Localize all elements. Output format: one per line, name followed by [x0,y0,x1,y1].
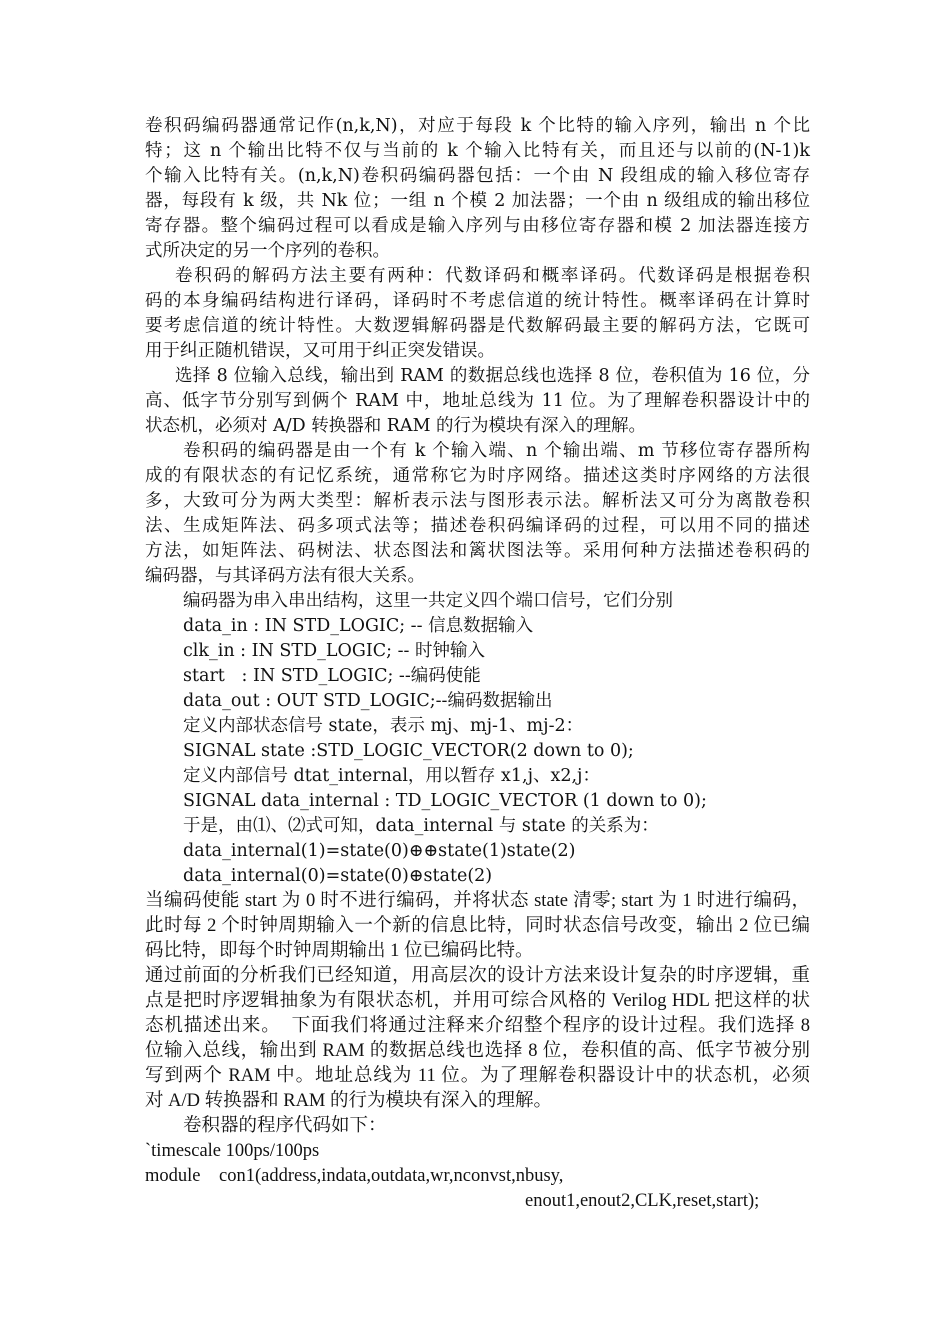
code-line: data_internal(1)=state(0)⊕⊕state(1)state(2) [183,841,576,861]
paragraph-line: 选择 8 位输入总线，输出到 RAM 的数据总线也选择 8 位，卷积值为 16 位，分 [175,366,810,386]
paragraph-line: 卷积码编码器通常记作(n,k,N)，对应于每段 k 个比特的输入序列，输出 n 个比 [145,116,810,136]
paragraph-line: 通过前面的分析我们已经知道，用高层次的设计方法来设计复杂的时序逻辑，重 [145,966,810,986]
paragraph-line: 方法，如矩阵法、码树法、状态图法和篱状图法等。采用何种方法描述卷积码的 [145,541,810,561]
paragraph-line: 多，大致可分为两大类型：解析表示法与图形表示法。解析法又可分为离散卷积 [145,491,810,511]
paragraph-line: 个输入比特有关。(n,k,N)卷积码编码器包括：一个由 N 段组成的输入移位寄存 [145,166,810,186]
paragraph-line: 位输入总线，输出到 RAM 的数据总线也选择 8 位，卷积值的高、低字节被分别 [145,1041,810,1061]
paragraph-line: 写到两个 RAM 中。地址总线为 11 位。为了理解卷积器设计中的状态机，必须 [145,1066,810,1086]
paragraph-line: 码的本身编码结构进行译码，译码时不考虑信道的统计特性。概率译码在计算时 [145,291,810,311]
code-line: SIGNAL data_internal : TD_LOGIC_VECTOR (1 down to 0); [183,791,707,811]
code-line: SIGNAL state :STD_LOGIC_VECTOR(2 down to 0); [183,741,634,761]
paragraph-line: 高、低字节分别写到俩个 RAM 中，地址总线为 11 位。为了理解卷积器设计中的 [145,391,810,411]
paragraph-line: 式所决定的另一个序列的卷积。 [145,241,390,261]
paragraph-line: 对 A/D 转换器和 RAM 的行为模块有深入的理解。 [145,1091,553,1111]
paragraph-line: 此时每 2 个时钟周期输入一个新的信息比特，同时状态信号改变，输出 2 位已编 [145,916,810,936]
code-line: data_internal(0)=state(0)⊕state(2) [183,866,493,886]
code-line: module con1(address,indata,outdata,wr,nconvst,nbusy, [145,1166,564,1186]
paragraph-line: 定义内部信号 dtat_internal，用以暂存 x1,j、x2,j： [183,766,600,786]
paragraph-line: 编码器，与其译码方法有很大关系。 [145,566,425,586]
paragraph-line: 成的有限状态的有记忆系统，通常称它为时序网络。描述这类时序网络的方法很 [145,466,810,486]
code-line: data_in : IN STD_LOGIC; -- 信息数据输入 [183,616,534,636]
code-line: `timescale 100ps/100ps [145,1141,320,1161]
paragraph-line: 卷积码的编码器是由一个有 k 个输入端、n 个输出端、m 节移位寄存器所构 [183,441,810,461]
paragraph-line: 定义内部状态信号 state，表示 mj、mj-1、mj-2： [183,716,584,736]
paragraph-line: 当编码使能 start 为 0 时不进行编码，并将状态 state 清零; start 为 1 时进行编码， [145,891,810,911]
paragraph-line: 编码器为串入串出结构，这里一共定义四个端口信号，它们分别 [183,591,673,611]
paragraph-line: 态机描述出来。 下面我们将通过注释来介绍整个程序的设计过程。我们选择 8 [145,1016,810,1036]
paragraph-line: 特；这 n 个输出比特不仅与当前的 k 个输入比特有关，而且还与以前的(N-1)k [145,141,810,161]
paragraph-line: 要考虑信道的统计特性。大数逻辑解码器是代数解码最主要的解码方法，它既可 [145,316,810,336]
paragraph-line: 用于纠正随机错误，又可用于纠正突发错误。 [145,341,495,361]
paragraph-line: 卷积码的解码方法主要有两种：代数译码和概率译码。代数译码是根据卷积 [175,266,810,286]
paragraph-line: 于是，由⑴、⑵式可知，data_internal 与 state 的关系为： [183,816,659,836]
paragraph-line: 法、生成矩阵法、码多项式法等；描述卷积码编译码的过程，可以用不同的描述 [145,516,810,536]
paragraph-line: 卷积器的程序代码如下： [183,1116,387,1136]
code-line: data_out : OUT STD_LOGIC;--编码数据输出 [183,691,553,711]
code-line: clk_in : IN STD_LOGIC; -- 时钟输入 [183,641,485,661]
paragraph-line: 码比特，即每个时钟周期输出 1 位已编码比特。 [145,941,534,961]
code-line: start : IN STD_LOGIC; --编码使能 [183,666,481,686]
paragraph-line: 器，每段有 k 级，共 Nk 位；一组 n 个模 2 加法器；一个由 n 级组成的输出移位 [145,191,810,211]
code-line: enout1,enout2,CLK,reset,start); [525,1191,760,1211]
paragraph-line: 寄存器。整个编码过程可以看成是输入序列与由移位寄存器和模 2 加法器连接方 [145,216,810,236]
paragraph-line: 状态机，必须对 A/D 转换器和 RAM 的行为模块有深入的理解。 [145,416,647,436]
paragraph-line: 点是把时序逻辑抽象为有限状态机，并用可综合风格的 Verilog HDL 把这样的状 [145,991,810,1011]
